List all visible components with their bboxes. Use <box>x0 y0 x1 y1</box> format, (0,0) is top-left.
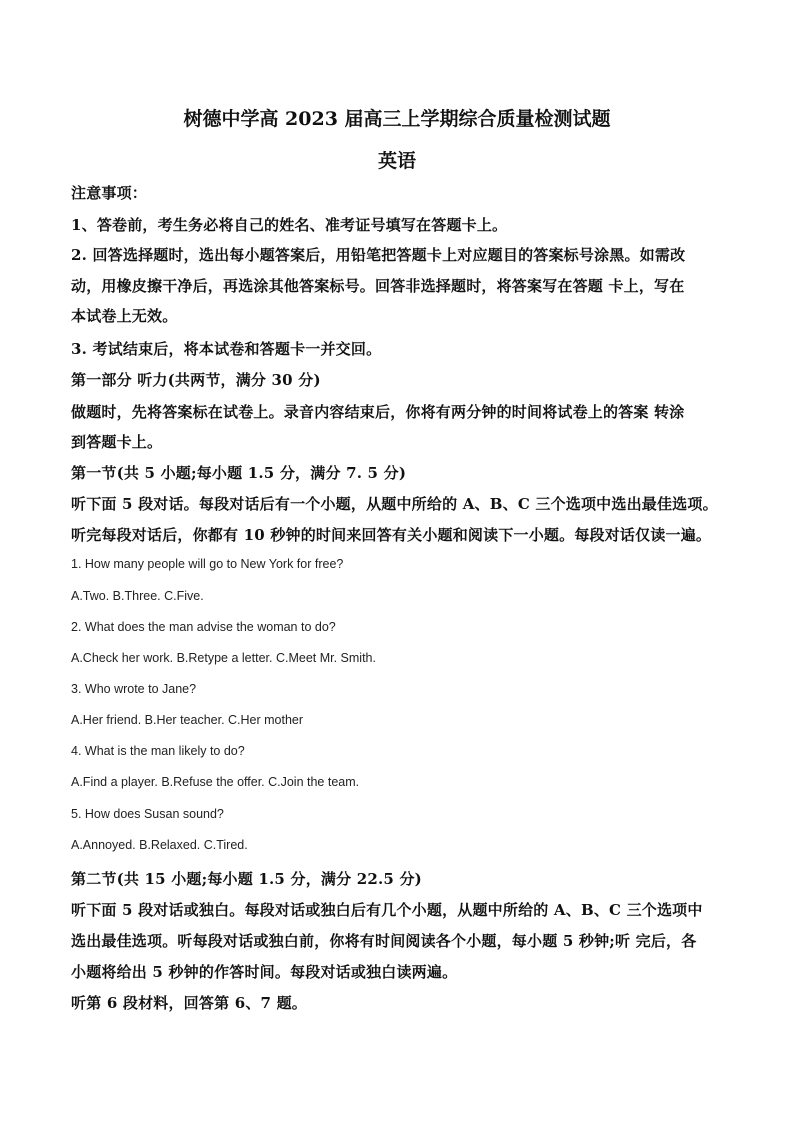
part1-heading: 第一部分 听力(共两节，满分 30 分) <box>71 371 321 389</box>
question-5: 5. How does Susan sound? <box>71 807 224 821</box>
question-2-options: A.Check her work. B.Retype a letter. C.Meet Mr. Smith. <box>71 651 376 665</box>
section2-instruction-line-1: 听下面 5 段对话或独白。每段对话或独白后有几个小题，从题中所给的 A、B、C 三个选项中 <box>71 901 703 919</box>
section1-instruction-line-2: 听完每段对话后，你都有 10 秒钟的时间来回答有关小题和阅读下一小题。每段对话仅读一遍。 <box>71 526 712 544</box>
question-2: 2. What does the man advise the woman to do? <box>71 620 336 634</box>
question-5-options: A.Annoyed. B.Relaxed. C.Tired. <box>71 838 248 852</box>
exam-title: 树德中学高 2023 届高三上学期综合质量检测试题 <box>183 108 611 130</box>
notice-heading: 注意事项： <box>71 184 148 202</box>
section2-instruction-line-2: 选出最佳选项。听每段对话或独白前，你将有时间阅读各个小题，每小题 5 秒钟;听 完后，各 <box>71 932 697 950</box>
part1-instruction-line-2: 到答题卡上。 <box>71 433 163 451</box>
notice-item-2-line-3: 本试卷上无效。 <box>71 307 178 325</box>
notice-item-1: 1、答卷前，考生务必将自己的姓名、准考证号填写在答题卡上。 <box>71 216 508 234</box>
question-3: 3. Who wrote to Jane? <box>71 682 197 696</box>
question-4-options: A.Find a player. B.Refuse the offer. C.Join the team. <box>71 775 360 789</box>
section2-material-6: 听第 6 段材料，回答第 6、7 题。 <box>71 994 308 1012</box>
part1-instruction-line-1: 做题时，先将答案标在试卷上。录音内容结束后，你将有两分钟的时间将试卷上的答案 转涂 <box>71 403 685 421</box>
section1-heading: 第一节(共 5 小题;每小题 1.5 分，满分 7. 5 分) <box>71 464 407 482</box>
question-1: 1. How many people will go to New York for free? <box>71 557 344 571</box>
question-1-options: A.Two. B.Three. C.Five. <box>71 589 204 603</box>
question-4: 4. What is the man likely to do? <box>71 744 245 758</box>
notice-item-3: 3. 考试结束后，将本试卷和答题卡一并交回。 <box>71 340 382 358</box>
notice-item-2-line-1: 2. 回答选择题时，选出每小题答案后，用铅笔把答题卡上对应题目的答案标号涂黑。如需改 <box>71 246 686 264</box>
section2-instruction-line-3: 小题将给出 5 秒钟的作答时间。每段对话或独白读两遍。 <box>71 963 458 981</box>
question-3-options: A.Her friend. B.Her teacher. C.Her mother <box>71 713 304 727</box>
subject-title: 英语 <box>377 150 416 172</box>
notice-item-2-line-2: 动，用橡皮擦干净后，再选涂其他答案标号。回答非选择题时，将答案写在答题 卡上，写在 <box>71 277 685 295</box>
section2-heading: 第二节(共 15 小题;每小题 1.5 分，满分 22.5 分) <box>71 870 422 888</box>
section1-instruction-line-1: 听下面 5 段对话。每段对话后有一个小题，从题中所给的 A、B、C 三个选项中选出最佳选项。 <box>71 495 718 513</box>
